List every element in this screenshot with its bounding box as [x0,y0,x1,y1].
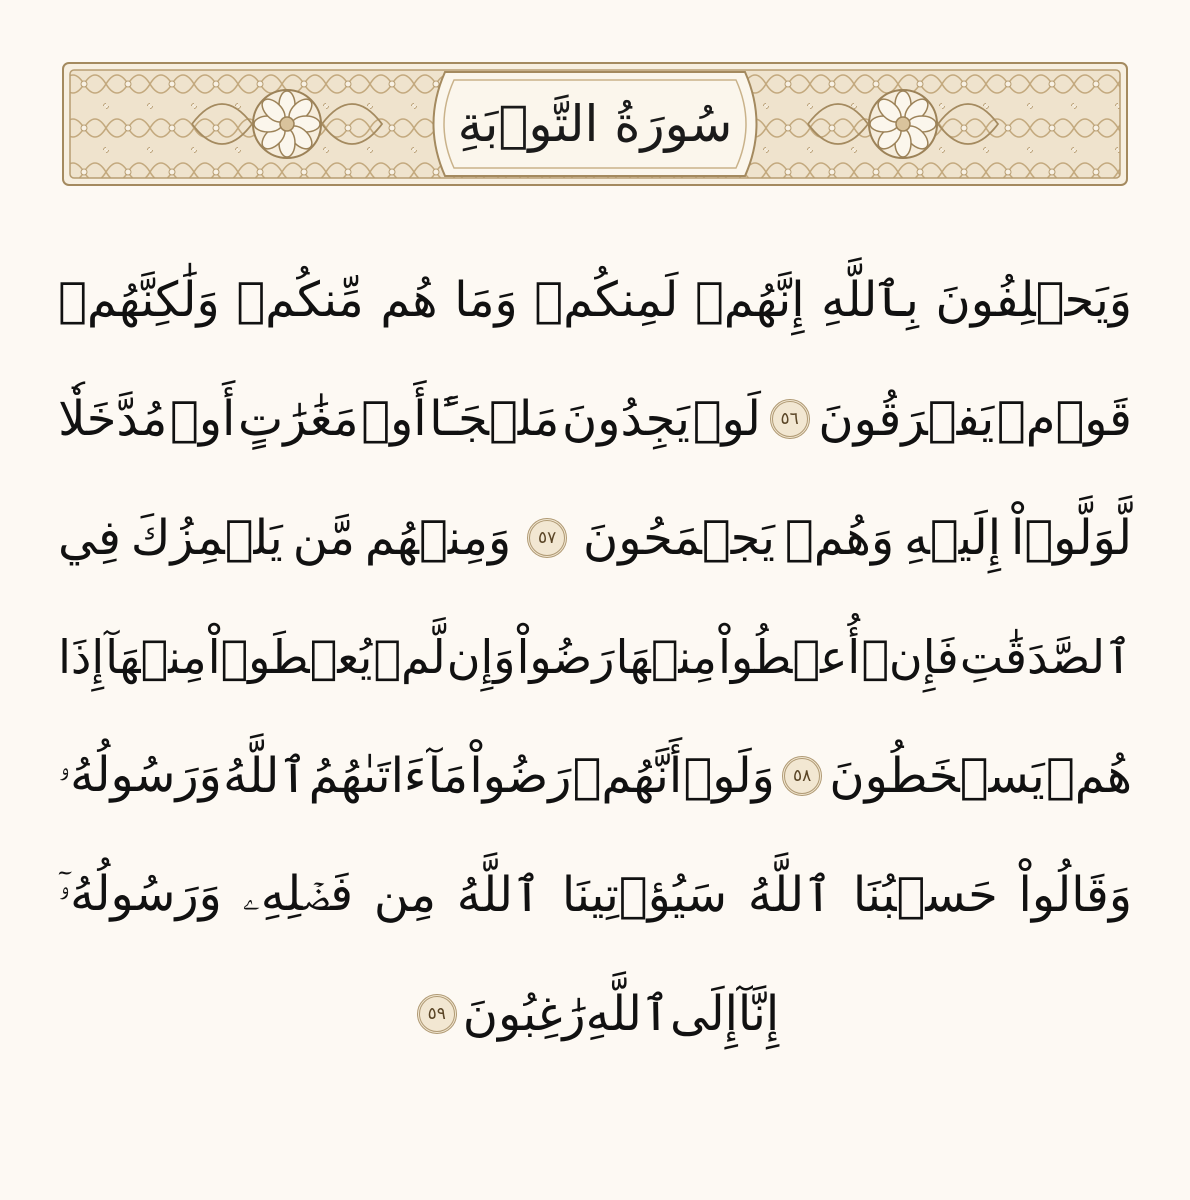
verse-word: مَغَٰرَٰتٍ [238,390,359,447]
verse-word: مِنۡهَا [615,629,717,684]
verse-line [58,478,1132,597]
ayah-number-marker: ٥٨ [782,756,822,796]
verse-word: حَسۡبُنَا [852,866,998,923]
verse-word: إِنَّهُمۡ [694,271,805,328]
verse-word: إِلَيۡهِ [904,509,1002,566]
verse-word: أُعۡطُواْ [718,629,861,684]
verse-word: مِن [373,866,437,923]
verse-word: ٱللَّهُ [747,866,833,923]
verse-word: وَرَسُولُهُۥٓ [58,866,222,922]
verse-word: وَرَسُولُهُۥ [58,747,222,803]
verse-word: يَفۡرَقُونَ [818,390,995,447]
verse-word: يَجۡمَحُونَ [583,509,775,566]
verse-word: ٱللَّهُ [456,866,542,923]
verse-word: وَإِن [446,629,516,684]
surah-header-banner [62,62,1128,186]
verse-word: ءَاتَىٰهُمُ [308,747,427,804]
verse-word: مَآ [427,747,469,804]
verse-word: مَّن [292,509,355,566]
verse-line [58,240,1132,359]
verse-word: وَيَحۡلِفُونَ [935,271,1132,328]
ayah-number-marker: ٥٧ [527,518,567,558]
verse-line [58,716,1132,835]
verse-word: إِنَّآ [737,985,780,1042]
verse-word: مُدَّخَلٗا [58,390,168,447]
verse-word: رَضُواْ [469,747,572,804]
verse-word: رَٰغِبُونَ [462,985,586,1042]
verse-word: يَجِدُونَ [562,390,691,447]
verse-word: وَمِنۡهُم [364,509,512,566]
verse-word: مَلۡجَـًٔا [429,390,560,447]
verse-word: هُمۡ [1045,747,1132,804]
surah-title: سُورَةُ التَّوۡبَةِ [457,95,733,153]
verse-word: وَلَوۡ [683,747,775,804]
verse-word: ٱللَّهُ [223,747,308,804]
verse-word: وَلَٰكِنَّهُمۡ [58,271,220,328]
verse-word: وَقَالُواْ [1018,866,1132,923]
verse-word: يَلۡمِزُكَ [130,509,283,566]
verse-word: ٱلصَّدَقَٰتِ [959,629,1132,684]
verse-line [58,835,1132,954]
ayah-number-marker: ٥٦ [770,399,810,439]
verse-word: أَنَّهُمۡ [572,747,683,804]
verse-word: رَضُواْ [516,629,615,684]
verse-word: بِٱللَّهِ [821,271,919,328]
verse-line [58,597,1132,716]
verse-word: إِذَا [58,629,105,684]
verse-text-block [58,240,1132,1073]
verse-word: فَإِنۡ [861,629,959,684]
verse-word: يَسۡخَطُونَ [829,747,1045,804]
verse-word: لَّمۡ [373,629,446,684]
verse-word: مِنۡهَآ [105,629,207,684]
verse-word: أَوۡ [170,390,236,447]
ayah-number-marker: ٥٩ [417,994,457,1034]
verse-word: مِّنكُمۡ [236,271,364,328]
verse-word: يُعۡطَوۡاْ [207,629,373,684]
verse-word: لَوۡ [692,390,761,447]
verse-word: سَيُؤۡتِينَا [561,866,728,923]
verse-line [58,954,1132,1073]
verse-word: وَهُمۡ [784,509,895,566]
verse-word: أَوۡ [361,390,427,447]
verse-word: فَضۡلِهِۦ [242,866,354,922]
verse-word: فِي [58,509,121,566]
verse-word: هُم [380,271,438,328]
verse-word: ٱللَّهِ [585,985,670,1042]
verse-word: إِلَى [669,985,738,1042]
verse-word: لَّوَلَّوۡاْ [1011,509,1132,566]
verse-word: قَوۡمٞ [996,390,1132,447]
verse-line [58,359,1132,478]
verse-word: لَمِنكُمۡ [534,271,679,328]
verse-word: وَمَا [454,271,518,328]
